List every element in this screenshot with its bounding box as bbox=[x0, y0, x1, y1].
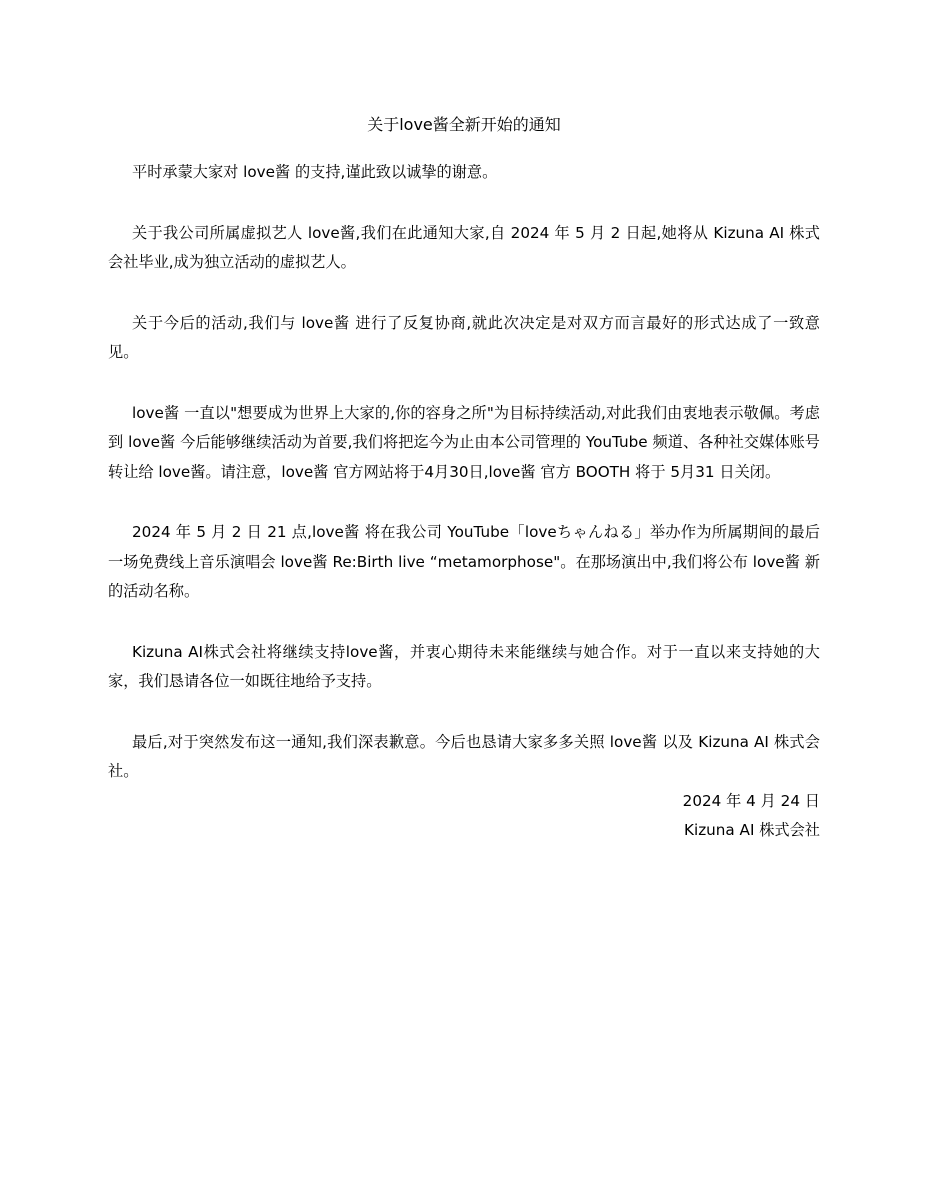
paragraph-greeting: 平时承蒙大家对 love酱 的支持,谨此致以诚挚的谢意。 bbox=[132, 163, 498, 181]
signature-block bbox=[108, 787, 820, 846]
signature-date: 2024 年 4 月 24 日 bbox=[682, 791, 820, 810]
notice-document bbox=[108, 110, 820, 846]
signature-company: Kizuna AI 株式会社 bbox=[684, 821, 820, 839]
paragraph-channel-transfer: love酱 一直以"想要成为世界上大家的,你的容身之所"为目标持续活动,对此我们由衷地表示敬佩。考虑到 love酱 今后能够继续活动为首要,我们将把迄今为止由本公司管理的 YouTube 频道、各种社交媒体账号转让给 love酱。请注意，love酱 官方网站将于4月30日,love酱 官方 BOOTH 将于 5月31 日关闭。 bbox=[108, 403, 820, 481]
paragraph-agreement: 关于今后的活动,我们与 love酱 进行了反复协商,就此次决定是对双方而言最好的形式达成了一致意见。 bbox=[108, 313, 820, 361]
paragraph-apology: 最后,对于突然发布这一通知,我们深表歉意。今后也恳请大家多多关照 love酱 以及 Kizuna AI 株式会社。 bbox=[108, 732, 820, 780]
document-title: 关于love酱全新开始的通知 bbox=[367, 115, 561, 134]
paragraph-graduation: 关于我公司所属虚拟艺人 love酱,我们在此通知大家,自 2024 年 5 月 2 日起,她将从 Kizuna AI 株式会社毕业,成为独立活动的虚拟艺人。 bbox=[108, 223, 820, 271]
paragraph-support: Kizuna AI株式会社将继续支持love酱，并衷心期待未来能继续与她合作。对于一直以来支持她的大家，我们恳请各位一如既往地给予支持。 bbox=[108, 642, 820, 690]
paragraph-live-concert: 2024 年 5 月 2 日 21 点,love酱 将在我公司 YouTube「loveちゃんねる」举办作为所属期间的最后一场免费线上音乐演唱会 love酱 Re:Birth live “metamorphose"。在那场演出中,我们将公布 love酱 新的活动名称。 bbox=[108, 523, 820, 600]
